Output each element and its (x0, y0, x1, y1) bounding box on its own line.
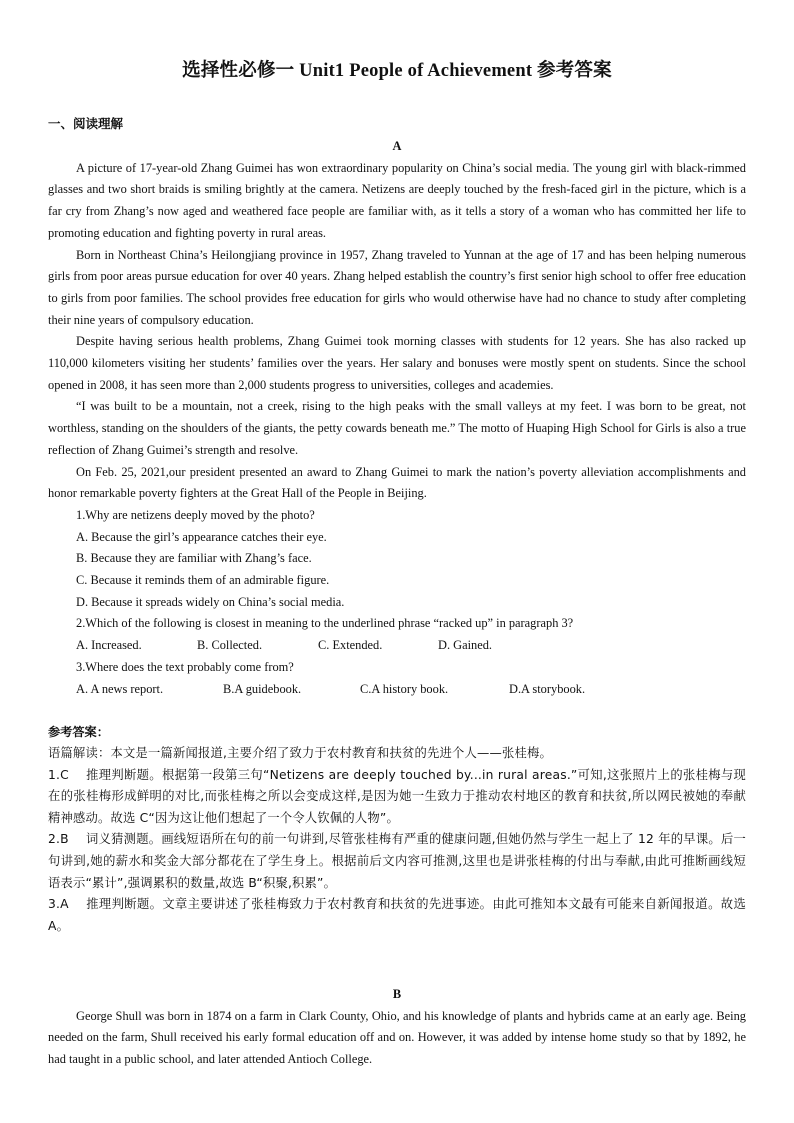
question-1-option-b: B. Because they are familiar with Zhang’s face. (76, 551, 312, 566)
question-2-option-d: D. Gained. (438, 638, 493, 653)
answer-2-explanation: 词义猜测题。画线短语所在句的前一句讲到,尽管张桂梅有严重的健康问题,但她仍然与学生一起上了 12 年的早课。后一句讲到,她的薪水和奖金大部分都花在了学生身上。根据前后文内容可推测,这里也是讲张桂梅的付出与奉献,由此可推断画线短语表示“累计”,强调累积的数量,故选 B“积聚,积累”。 (48, 832, 746, 890)
text-analysis: 语篇解读：本文是一篇新闻报道,主要介绍了致力于农村教育和扶贫的先进个人——张桂梅。 (48, 746, 552, 760)
passage-a-paragraph-2: Born in Northeast China’s Heilongjiang province in 1957, Zhang traveled to Yunnan at the age of 17 and has been helping numerous girls from poor areas pursue education for over 40 years. Zhang helped establish the country’s first senior high school to offer free education to girls from poor families. The school provides free education for girls who would otherwise have had no chance to study after completing their nine years of compulsory education. (48, 247, 746, 327)
question-3-options (48, 679, 746, 701)
question-1-option-c: C. Because it reminds them of an admirable figure. (76, 573, 330, 588)
question-2-option-b: B. Collected. (197, 638, 263, 653)
passage-a-paragraph-4: “I was built to be a mountain, not a creek, rising to the high peaks with the small valleys at my feet. I was born to be great, not worthless, standing on the shoulders of the giants, the petty cowards beneath me.” The motto of Huaping High School for Girls is also a true reflection of Zhang Guimei’s strength and resolve. (48, 399, 746, 457)
passage-b (48, 984, 746, 1071)
question-2-stem: 2.Which of the following is closest in meaning to the underlined phrase “racked up” in paragraph 3? (76, 616, 574, 631)
document-title: 选择性必修一 Unit1 People of Achievement 参考答案 (182, 61, 612, 81)
question-3-option-a: A. A news report. (76, 681, 164, 696)
question-1-stem: 1.Why are netizens deeply moved by the photo? (76, 507, 315, 522)
question-1-option-d: D. Because it spreads widely on China’s social media. (76, 594, 345, 609)
question-3-option-c: C.A history book. (360, 681, 449, 696)
question-2-option-c: C. Extended. (318, 638, 383, 653)
passage-b-paragraph-1: George Shull was born in 1874 on a farm in Clark County, Ohio, and his knowledge of plants and hybrids came at an early age. Being needed on the farm, Shull received his early formal education off and on. However, it was added by intense home study so that by 1892, he had taught in a public school, and later attended Antioch College. (48, 1008, 746, 1067)
passage-a-paragraph-1: A picture of 17-year-old Zhang Guimei has won extraordinary popularity on China’s social media. The young girl with black-rimmed glasses and two short braids is smiling brightly at the camera. Netizens are deeply touched by the fresh-faced girl in the picture, which is a far cry from Zhang’s now aged and weathered face people are familiar with, as it tells a story of a woman who has committed her life to promoting education and fighting poverty in rural areas. (48, 160, 746, 240)
section-heading-reading: 一、阅读理解 (48, 116, 124, 131)
question-2-option-a: A. Increased. (76, 638, 142, 653)
answer-3-explanation: 推理判断题。文章主要讲述了张桂梅致力于农村教育和扶贫的先进事迹。由此可推知本文最有可能来自新闻报道。故选 A。 (48, 897, 746, 933)
answer-2 (48, 829, 746, 894)
passage-a-label: A (392, 139, 402, 153)
answers-a (48, 722, 746, 937)
question-2-options (48, 635, 746, 657)
answer-3-key: 3.A (48, 897, 69, 912)
answer-heading: 参考答案： (48, 725, 109, 739)
passage-b-label: B (392, 987, 402, 1001)
answer-1 (48, 765, 746, 830)
question-1-option-a: A. Because the girl’s appearance catches their eye. (76, 529, 327, 544)
question-3-option-d: D.A storybook. (509, 681, 586, 696)
passage-a-paragraph-3: Despite having serious health problems, Zhang Guimei took morning classes with students for 12 years. She has also racked up 110,000 kilometers visiting her students’ families over the years. Her salary and bonuses were mostly spent on students. Since the school opened in 2008, it has seen more than 2,000 students progress to universities, colleges and academies. (48, 334, 746, 392)
answer-1-explanation: 推理判断题。根据第一段第三句“Netizens are deeply touched by...in rural areas.”可知,这张照片上的张桂梅与现在的张桂梅形成鲜明的对比,而张桂梅之所以会变成这样,是因为她一生致力于推动农村地区的教育和扶贫,所以网民被她的奉献精神感动。故选 C“因为这让他们想起了一个令人钦佩的人物”。 (48, 767, 746, 825)
question-3-option-b: B.A guidebook. (223, 681, 302, 696)
answer-3 (48, 894, 746, 937)
answer-2-key: 2.B (48, 832, 69, 847)
passage-a (48, 136, 746, 700)
passage-a-paragraph-5: On Feb. 25, 2021,our president presented an award to Zhang Guimei to mark the nation’s poverty alleviation accomplishments and honor remarkable poverty fighters at the Great Hall of the People in Beijing. (48, 464, 746, 501)
question-3-stem: 3.Where does the text probably come from? (76, 659, 294, 674)
answer-1-key: 1.C (48, 767, 69, 782)
